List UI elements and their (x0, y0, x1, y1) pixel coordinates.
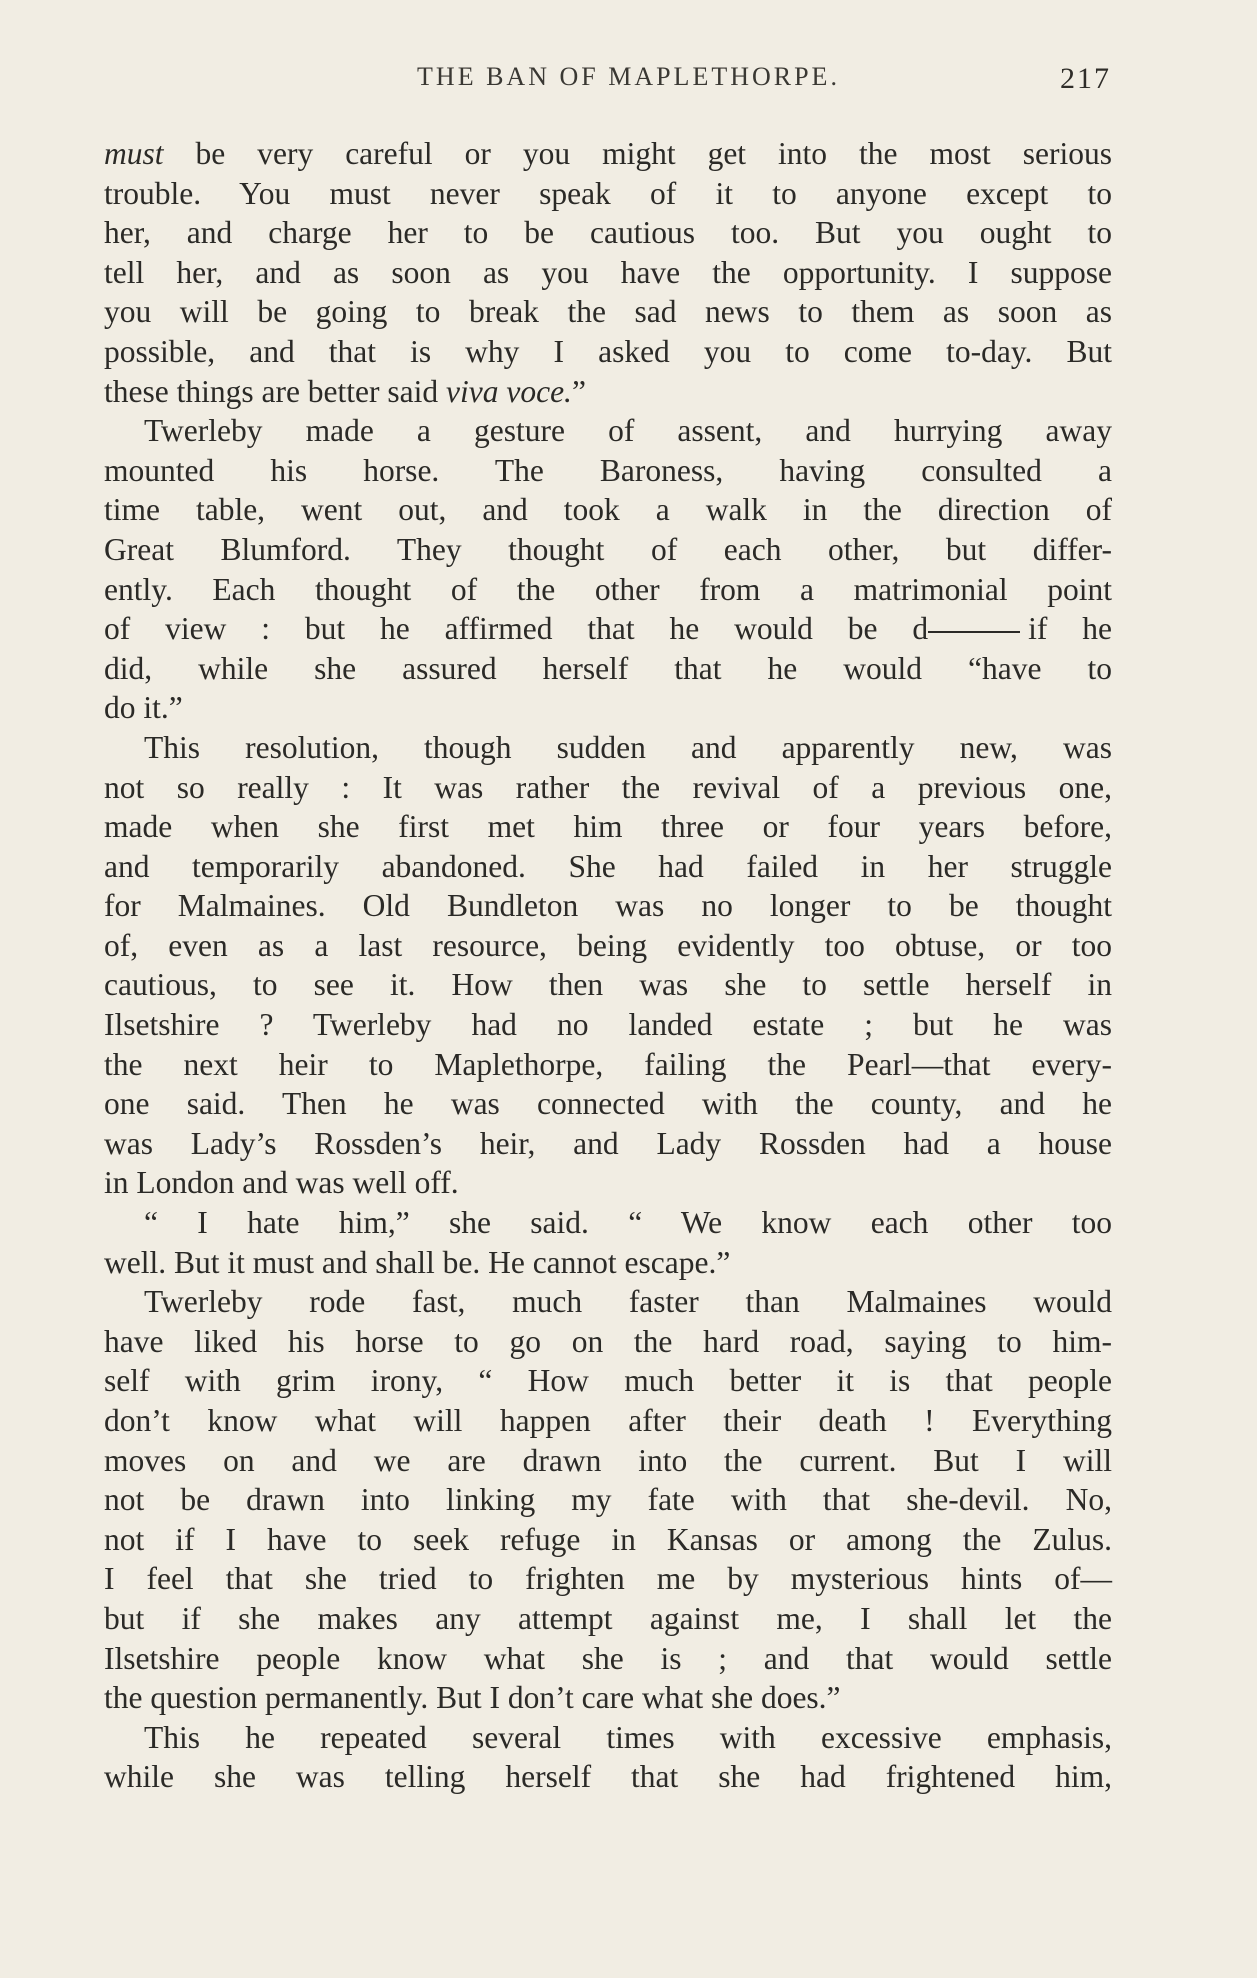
running-title: THE BAN OF MAPLETHORPE. (417, 62, 840, 91)
text-line: Ilsetshire people know what she is ; and that would settle (104, 1640, 1112, 1676)
text-line: for Malmaines. Old Bundleton was no longer to be thought (104, 888, 1112, 924)
paragraph-start-line: Twerleby made a gesture of assent, and hurrying away (144, 413, 1112, 449)
italic-word: must (104, 136, 164, 171)
text-line: made when she first met him three or four years before, (104, 809, 1112, 845)
text-line: trouble. You must never speak of it to anyone except to (104, 175, 1112, 211)
text-line: Great Blumford. They thought of each other, but differ- (104, 531, 1112, 567)
text-line: you will be going to break the sad news to them as soon as (104, 294, 1112, 330)
text-line: was Lady’s Rossden’s heir, and Lady Rossden had a house (104, 1125, 1112, 1161)
text-line: must be very careful or you might get into the most serious (104, 136, 1112, 171)
text-line: not so really : It was rather the revival of a previous one, (104, 769, 1112, 805)
text-line: not if I have to seek refuge in Kansas or among the Zulus. (104, 1521, 1112, 1557)
italic-phrase: viva voce. (446, 373, 572, 409)
text-line: her, and charge her to be cautious too. But you ought to (104, 215, 1112, 251)
text-line: cautious, to see it. How then was she to settle herself in (104, 967, 1112, 1003)
text-line: the question permanently. But I don’t care what she does.” (104, 1680, 841, 1716)
page-header (0, 62, 1257, 102)
em-dash-rule (928, 631, 1020, 633)
paragraph-start-line: This resolution, though sudden and apparently new, was (144, 729, 1112, 765)
text-line: ently. Each thought of the other from a matrimonial point (104, 571, 1112, 607)
page-number: 217 (1060, 62, 1111, 95)
text-line: mounted his horse. The Baroness, having consulted a (104, 452, 1112, 488)
text-line: not be drawn into linking my fate with that she-devil. No, (104, 1482, 1112, 1518)
text-line: time table, went out, and took a walk in the direction of (104, 492, 1112, 528)
text-line: moves on and we are drawn into the current. But I will (104, 1442, 1112, 1478)
text-line: self with grim irony, “ How much better it is that people (104, 1363, 1112, 1399)
paragraph-start-line: This he repeated several times with excessive emphasis, (144, 1719, 1112, 1755)
text-line: well. But it must and shall be. He cannot escape.” (104, 1244, 731, 1280)
paragraph-start-line: Twerleby rode fast, much faster than Malmaines would (144, 1284, 1112, 1320)
text-line: these things are better said viva voce.” (104, 373, 586, 409)
text-line: possible, and that is why I asked you to come to-day. But (104, 333, 1112, 369)
text-line: I feel that she tried to frighten me by mysterious hints of— (104, 1561, 1112, 1597)
text-line: of view : but he affirmed that he would be d if he (104, 611, 1112, 647)
text-line: do it.” (104, 690, 183, 726)
body-text (104, 134, 1112, 1797)
text-line: in London and was well off. (104, 1165, 459, 1201)
text-line: while she was telling herself that she had frightened him, (104, 1759, 1112, 1795)
text-line: of, even as a last resource, being evidently too obtuse, or too (104, 927, 1112, 963)
text-line: and temporarily abandoned. She had failed in her struggle (104, 848, 1112, 884)
text-line: did, while she assured herself that he would “have to (104, 650, 1112, 686)
text-line: Ilsetshire ? Twerleby had no landed estate ; but he was (104, 1007, 1112, 1043)
text-line: don’t know what will happen after their death ! Everything (104, 1403, 1112, 1438)
text-line: but if she makes any attempt against me, I shall let the (104, 1600, 1112, 1636)
text-line: the next heir to Maplethorpe, failing the Pearl—that every- (104, 1046, 1112, 1082)
paragraph-start-line: “ I hate him,” she said. “ We know each other too (144, 1205, 1112, 1241)
text-line: have liked his horse to go on the hard road, saying to him- (104, 1323, 1112, 1359)
text-line: one said. Then he was connected with the county, and he (104, 1086, 1112, 1122)
text-line: tell her, and as soon as you have the opportunity. I suppose (104, 254, 1112, 290)
